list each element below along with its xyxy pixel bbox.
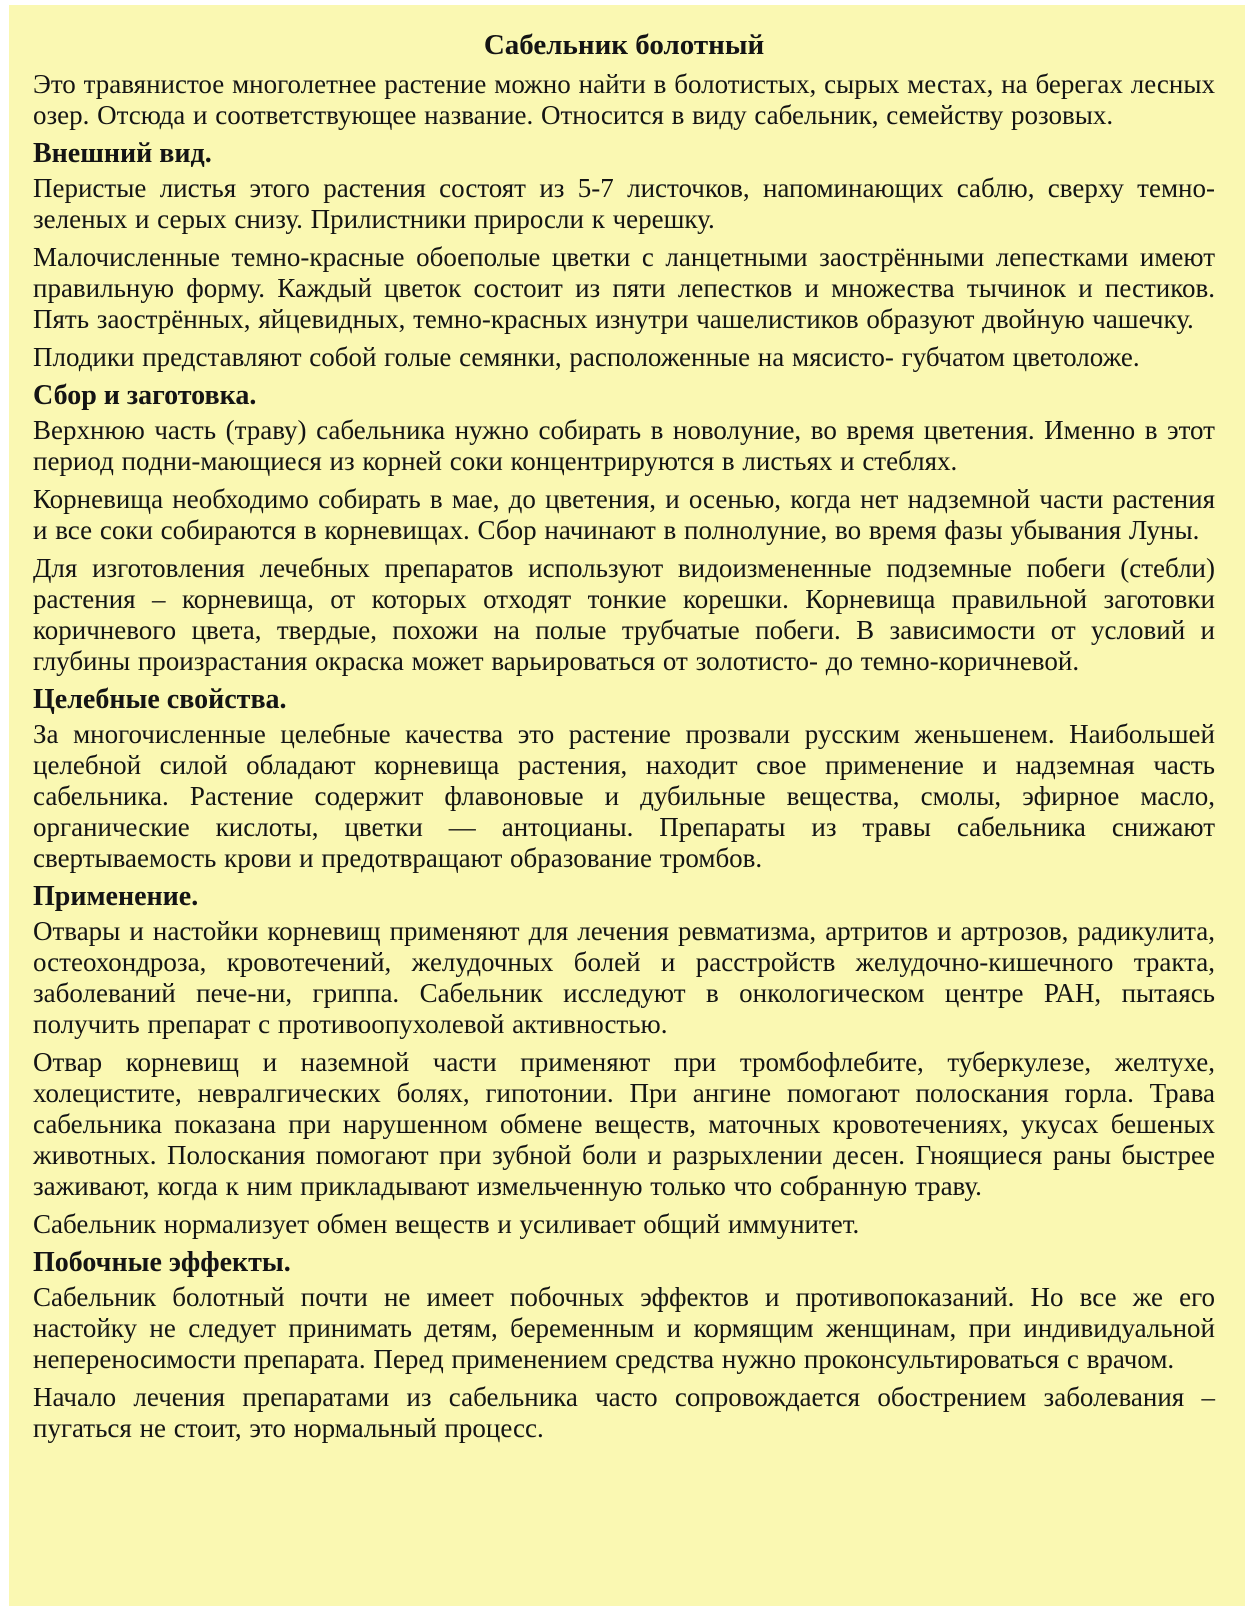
paragraph-flowers: Малочисленные темно-красные обоеполые цветки с ланцетными заострёнными лепестками имеют правильную форму. Каждый цветок состоит из пяти лепестков и множества тычинок и пестиков. Пять заострённых, яйцевидных, темно-красных изнутри чашелистиков образуют двойную чашечку. xyxy=(33,242,1215,334)
paragraph-application-1: Отвары и настойки корневищ применяют для лечения ревматизма, артритов и артрозов, радикулита, остеохондроза, кровотечений, желудочных болей и расстройств желудочно-кишечного тракта, заболеваний пече-ни, гриппа. Сабельник исследуют в онкологическом центре РАН, пытаясь получить препарат с противоопухолевой активностью. xyxy=(33,916,1215,1039)
heading-application: Применение. xyxy=(33,881,199,912)
document-title: Сабельник болотный xyxy=(483,29,765,61)
heading-collection: Сбор и заготовка. xyxy=(33,380,257,411)
paragraph-application-2: Отвар корневищ и наземной части применяют при тромбофлебите, туберкулезе, желтухе, холецистите, невралгических болях, гипотонии. При ангине помогают полоскания горла. Трава сабельника показана при нарушенном обмене веществ, маточных кровотечениях, укусах бешеных животных. Полоскания помогают при зубной боли и разрыхлении десен. Гноящиеся раны быстрее заживают, когда к ним прикладывают измельченную только что собранную траву. xyxy=(33,1047,1215,1201)
heading-healing-properties: Целебные свойства. xyxy=(33,684,287,715)
paragraph-harvest-grass: Верхнюю часть (траву) сабельника нужно собирать в новолуние, во время цветения. Именно в этот период подни-мающиеся из корней соки концентрируются в листьях и стеблях. xyxy=(33,415,1215,476)
paragraph-treatment-start: Начало лечения препаратами из сабельника часто сопровождается обострением заболевания – пугаться не стоит, это нормальный процесс. xyxy=(33,1382,1215,1443)
paragraph-side-effects: Сабельник болотный почти не имеет побочных эффектов и противопоказаний. Но все же его настойку не следует принимать детям, беременным и кормящим женщинам, при индивидуальной непереносимости препарата. Перед применением средства нужно проконсультироваться с врачом. xyxy=(33,1282,1215,1374)
heading-side-effects: Побочные эффекты. xyxy=(33,1247,291,1278)
heading-appearance: Внешний вид. xyxy=(33,138,212,169)
paragraph-metabolism: Сабельник нормализует обмен веществ и усиливает общий иммунитет. xyxy=(33,1209,860,1239)
paragraph-healing: За многочисленные целебные качества это растение прозвали русским женьшенем. Наибольшей целебной силой обладают корневища растения, находит свое применение и надземная часть сабельника. Растение содержит флавоновые и дубильные вещества, смолы, эфирное масло, органические кислоты, цветки — антоцианы. Препараты из травы сабельника снижают свертываемость крови и предотвращают образование тромбов. xyxy=(33,719,1215,873)
document-page xyxy=(9,5,1245,1606)
paragraph-habitat: Это травянистое многолетнее растение можно найти в болотистых, сырых местах, на берегах лесных озер. Отсюда и соответствующее название. Относится в виду сабельник, семейству розовых. xyxy=(33,69,1215,130)
paragraph-leaves: Перистые листья этого растения состоят из 5-7 листочков, напоминающих саблю, сверху темно-зеленых и серых снизу. Прилистники приросли к черешку. xyxy=(33,173,1215,234)
paragraph-preparation: Для изготовления лечебных препаратов используют видоизмененные подземные побеги (стебли) растения – корневища, от которых отходят тонкие корешки. Корневища правильной заготовки коричневого цвета, твердые, похожи на полые трубчатые побеги. В зависимости от условий и глубины произрастания окраска может варьироваться от золотисто- до темно-коричневой. xyxy=(33,553,1215,676)
paragraph-fruits: Плодики представляют собой голые семянки, расположенные на мясисто- губчатом цветоложе. xyxy=(33,342,1140,372)
paragraph-harvest-roots: Корневища необходимо собирать в мае, до цветения, и осенью, когда нет надземной части растения и все соки собираются в корневищах. Сбор начинают в полнолуние, во время фазы убывания Луны. xyxy=(33,484,1215,545)
